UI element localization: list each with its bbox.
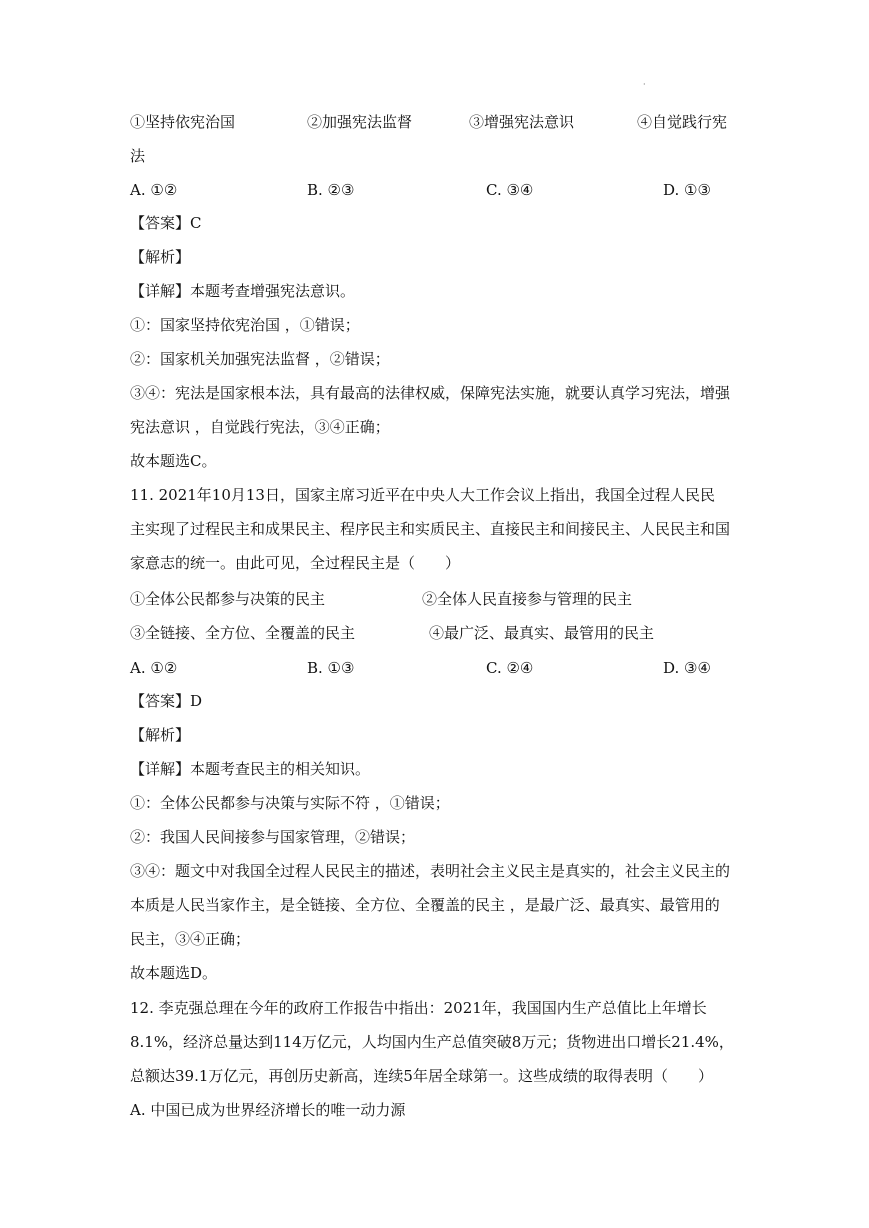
q12-stem-line-1: 12. 李克强总理在今年的政府工作报告中指出：2021年，我国国内生产总值比上年增长 xyxy=(130,999,707,1017)
q10-option-4: ④自觉践行宪 xyxy=(637,113,728,131)
q11-choice-c: C. ②④ xyxy=(486,659,534,677)
q10-explanation-1: ①：国家坚持依宪治国 ，①错误； xyxy=(130,316,360,334)
q11-choice-b: B. ①③ xyxy=(307,659,355,677)
q11-choice-a: A. ①② xyxy=(130,659,178,677)
q10-choice-b: B. ②③ xyxy=(307,181,355,199)
q10-option-2: ②加强宪法监督 xyxy=(307,113,413,131)
q10-conclusion: 故本题选C。 xyxy=(130,452,217,470)
q11-stem-line-3: 家意志的统一。由此可见，全过程民主是（ ） xyxy=(130,554,461,572)
q10-option-1: ①坚持依宪治国 xyxy=(130,113,236,131)
q10-option-4-wrap: 法 xyxy=(130,147,146,165)
q11-explanation-3-wrap-2: 民主，③④正确； xyxy=(130,930,251,948)
q11-stem-line-2: 主实现了过程民主和成果民主、程序民主和实质民主、直接民主和间接民主、人民民主和国 xyxy=(130,520,731,538)
q11-option-4: ④最广泛、最真实、最管用的民主 xyxy=(429,624,655,642)
q11-option-1: ①全体公民都参与决策的民主 xyxy=(130,590,326,608)
q11-option-2: ②全体人民直接参与管理的民主 xyxy=(422,590,633,608)
q10-choice-c: C. ③④ xyxy=(486,181,534,199)
stray-dot: · xyxy=(643,80,646,89)
q10-explanation-2: ②：国家机关加强宪法监督 ，②错误； xyxy=(130,350,390,368)
q10-option-3: ③增强宪法意识 xyxy=(469,113,575,131)
q10-explanation-3: ③④：宪法是国家根本法，具有最高的法律权威，保障宪法实施，就要认真学习宪法，增强 xyxy=(130,384,731,402)
q11-analysis-heading: 【解析】 xyxy=(130,726,191,744)
q11-explanation-3: ③④：题文中对我国全过程人民民主的描述，表明社会主义民主是真实的，社会主义民主的 xyxy=(130,862,731,880)
q11-answer: 【答案】D xyxy=(130,692,203,710)
q11-explanation-1: ①：全体公民都参与决策与实际不符 ，①错误； xyxy=(130,794,450,812)
q11-detail: 【详解】本题考查民主的相关知识。 xyxy=(130,760,371,778)
q10-choice-a: A. ①② xyxy=(130,181,178,199)
q11-choice-d: D. ③④ xyxy=(663,659,711,677)
q10-answer: 【答案】C xyxy=(130,214,202,232)
q12-stem-line-2: 8.1%，经济总量达到114万亿元，人均国内生产总值突破8万元；货物进出口增长21.4%， xyxy=(130,1033,734,1051)
q10-detail: 【详解】本题考查增强宪法意识。 xyxy=(130,282,356,300)
q12-option-a: A. 中国已成为世界经济增长的唯一动力源 xyxy=(130,1101,406,1119)
q11-option-3: ③全链接、全方位、全覆盖的民主 xyxy=(130,624,356,642)
q12-stem-line-3: 总额达39.1万亿元，再创历史新高，连续5年居全球第一。这些成绩的取得表明（ ） xyxy=(130,1067,713,1085)
q11-explanation-3-wrap-1: 本质是人民当家作主，是全链接、全方位、全覆盖的民主 ，是最广泛、最真实、最管用的 xyxy=(130,896,720,914)
q11-explanation-2: ②：我国人民间接参与国家管理，②错误； xyxy=(130,828,416,846)
q10-choice-d: D. ①③ xyxy=(663,181,711,199)
q10-analysis-heading: 【解析】 xyxy=(130,248,191,266)
q11-stem-line-1: 11. 2021年10月13日，国家主席习近平在中央人大工作会议上指出，我国全过程人民民 xyxy=(130,486,715,504)
q10-explanation-3-wrap: 宪法意识 ，自觉践行宪法，③④正确； xyxy=(130,418,390,436)
q11-conclusion: 故本题选D。 xyxy=(130,964,218,982)
